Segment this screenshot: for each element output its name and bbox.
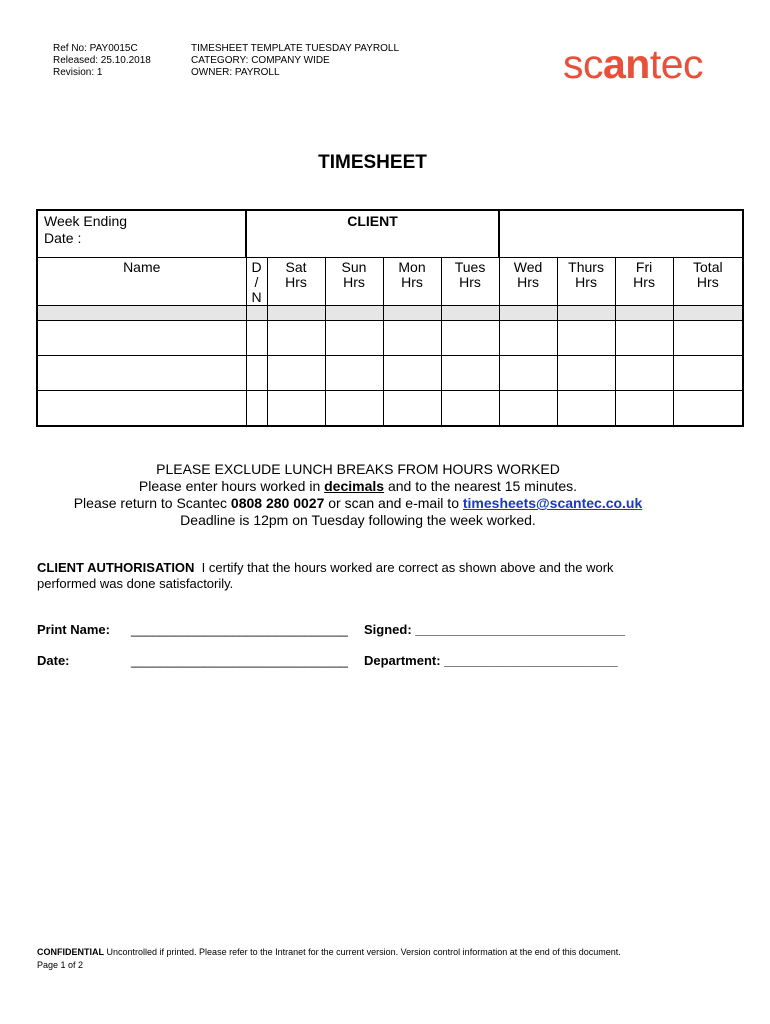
fri-header: Fri Hrs bbox=[615, 258, 673, 306]
table-row[interactable] bbox=[37, 321, 743, 356]
client-field[interactable] bbox=[499, 210, 743, 258]
table-row[interactable] bbox=[37, 356, 743, 391]
decimals-note: Please enter hours worked in decimals and to the nearest 15 minutes. bbox=[138, 478, 578, 494]
timesheet-table bbox=[36, 209, 744, 427]
scantec-logo: scantec bbox=[563, 41, 704, 87]
table-row[interactable] bbox=[37, 391, 743, 427]
client-authorisation bbox=[37, 560, 667, 592]
owner: OWNER: PAYROLL bbox=[191, 67, 280, 78]
instructions bbox=[0, 461, 716, 529]
footer bbox=[37, 946, 621, 972]
signed-field[interactable]: Signed: _____________________________ bbox=[364, 622, 625, 637]
wed-header: Wed Hrs bbox=[499, 258, 557, 306]
released-date: Released: 25.10.2018 bbox=[53, 55, 151, 66]
page-title: TIMESHEET bbox=[318, 152, 427, 173]
department-field[interactable]: Department: ________________________ bbox=[364, 653, 618, 668]
name-header: Name bbox=[37, 258, 246, 306]
total-header: Total Hrs bbox=[673, 258, 743, 306]
tues-header: Tues Hrs bbox=[441, 258, 499, 306]
print-name-label: Print Name: bbox=[37, 622, 110, 637]
lunch-note: PLEASE EXCLUDE LUNCH BREAKS FROM HOURS WORKED bbox=[156, 461, 560, 477]
phone-number: 0808 280 0027 bbox=[230, 495, 325, 511]
template-name: TIMESHEET TEMPLATE TUESDAY PAYROLL bbox=[191, 43, 400, 54]
confidential-note: CONFIDENTIAL Uncontrolled if printed. Please refer to the Intranet for the current version. Version control information at the end of this document. bbox=[37, 947, 621, 957]
document-reference bbox=[53, 43, 151, 79]
week-ending-cell[interactable]: Week Ending Date : bbox=[37, 210, 246, 258]
client-header: CLIENT bbox=[246, 210, 499, 258]
deadline-note: Deadline is 12pm on Tuesday following the week worked. bbox=[180, 512, 536, 528]
revision: Revision: 1 bbox=[53, 67, 103, 78]
print-name-field[interactable]: ______________________________ bbox=[131, 622, 348, 637]
page-number: Page 1 of 2 bbox=[37, 960, 84, 970]
sat-header: Sat Hrs bbox=[267, 258, 325, 306]
authorisation-label: CLIENT AUTHORISATION bbox=[37, 560, 195, 575]
mon-header: Mon Hrs bbox=[383, 258, 441, 306]
authorisation-text: I certify that the hours worked are correct as shown above and the work performed was done satisfactorily. bbox=[37, 560, 618, 591]
email-link[interactable]: timesheets@scantec.co.uk bbox=[462, 495, 643, 511]
date-label: Date: bbox=[37, 653, 70, 668]
shaded-row bbox=[37, 306, 743, 321]
thurs-header: Thurs Hrs bbox=[557, 258, 615, 306]
category: CATEGORY: COMPANY WIDE bbox=[191, 55, 330, 66]
return-note: Please return to Scantec 0808 280 0027 or scan and e-mail to timesheets@scantec.co.uk bbox=[73, 495, 643, 511]
day-night-header: D / N bbox=[246, 258, 267, 306]
date-field[interactable]: ______________________________ bbox=[131, 653, 348, 668]
ref-no: Ref No: PAY0015C bbox=[53, 43, 138, 54]
document-category bbox=[191, 43, 399, 79]
sun-header: Sun Hrs bbox=[325, 258, 383, 306]
